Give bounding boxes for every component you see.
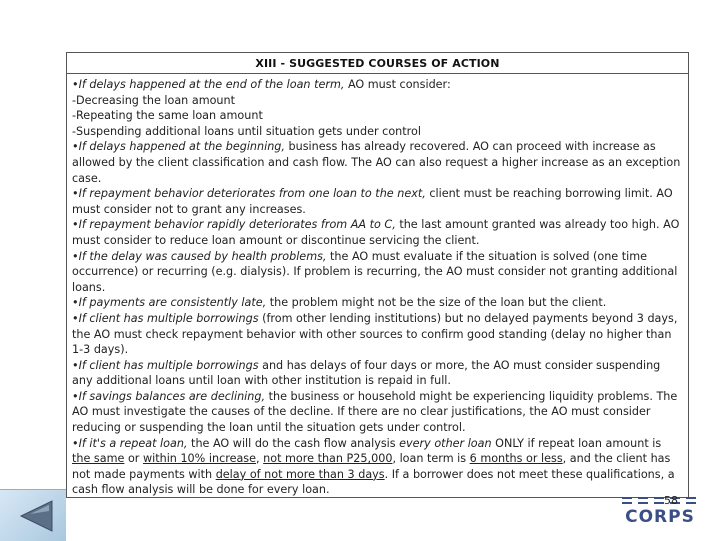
paragraph-2: •If delays happened at the beginning, business has already recovered. AO can proceed with increase as allowed by the client classification and cash flow. The AO can also request a higher increase as an exception case. bbox=[72, 140, 681, 185]
paragraph-3: •If repayment behavior deteriorates from one loan to the next, client must be reaching borrowing limit. AO must consider not to grant any increases. bbox=[72, 187, 673, 216]
page-number: 58 bbox=[664, 494, 678, 507]
paragraph-7: •If client has multiple borrowings (from other lending institutions) but no delayed payments beyond 3 days, the AO must check repayment behavior with other sources to confirm good standing (delay no higher than 1-3 days). bbox=[72, 311, 678, 357]
paragraph-6: •If payments are consistently late, the problem might not be the size of the loan but the client. bbox=[72, 296, 607, 310]
paragraph-10: •If it's a repeat loan, the AO will do the cash flow analysis every other loan ONLY if repeat loan amount is the same or within 10% increase, not more than P25,000, loan term is 6 months or less, and the client has not made payments with delay of not more than 3 days. If a borrower does not meet these qualifications, a cash flow analysis will be done for every loan. bbox=[72, 436, 675, 497]
list-item: -Suspending additional loans until situation gets under control bbox=[72, 124, 421, 138]
paragraph-5: •If the delay was caused by health problems, the AO must evaluate if the situation is solved (one time occurrence) or recurring (e.g. dialysis). If problem is recurring, the AO must consider not granting additional loans. bbox=[72, 249, 678, 294]
paragraph-1: •If delays happened at the end of the loan term, AO must consider: bbox=[72, 78, 451, 91]
paragraph-4: •If repayment behavior rapidly deteriorates from AA to C, the last amount granted was already too high. AO must consider to reduce loan amount or discontinue servicing the client. bbox=[72, 218, 680, 247]
list-item: -Repeating the same loan amount bbox=[72, 109, 263, 123]
triangle-left-icon bbox=[18, 499, 54, 533]
paragraph-8: •If client has multiple borrowings and has delays of four days or more, the AO must consider suspending any additional loans until loan with other institution is repaid in full. bbox=[72, 358, 661, 388]
body-text bbox=[67, 74, 688, 498]
back-button[interactable] bbox=[0, 489, 66, 541]
section-title: XIII - SUGGESTED COURSES OF ACTION bbox=[67, 53, 688, 74]
corps-logo bbox=[616, 494, 704, 524]
paragraph-9: •If savings balances are declining, the business or household might be experiencing liquidity problems. The AO must investigate the causes of the decline. If there are no clear justifications, the AO must consider reducing or suspending the loan until the situation gets under control. bbox=[72, 389, 678, 435]
svg-text:CORPS: CORPS bbox=[625, 507, 695, 524]
content-frame bbox=[66, 52, 689, 498]
list-item: -Decreasing the loan amount bbox=[72, 93, 235, 107]
